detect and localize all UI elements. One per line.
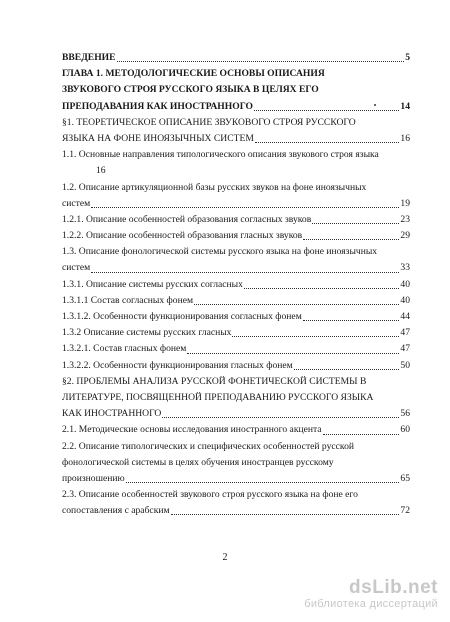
dot-leader — [194, 304, 399, 305]
toc-entry-line — [62, 50, 410, 66]
page-number: 2 — [222, 552, 228, 563]
toc-entry-line — [62, 341, 410, 357]
toc-entry-text: 1.3.1.1 Состав согласных фонем — [62, 294, 194, 306]
toc-entry-line — [62, 260, 410, 276]
toc-entry — [62, 439, 410, 488]
dot-leader — [91, 207, 399, 208]
toc-entry-text: 1.3.2 Описание системы русских гласных — [62, 327, 232, 339]
toc-entry-text: КАК ИНОСТРАННОГО — [62, 408, 162, 420]
toc-entry — [62, 487, 410, 519]
toc-entry — [62, 115, 410, 147]
dot-leader — [117, 61, 405, 62]
toc-entry-page: 29 — [400, 230, 410, 242]
toc-entry-text: 2.3. Описание особенностей звукового строя русского языка на фоне его — [62, 489, 358, 501]
table-of-contents — [62, 50, 410, 519]
toc-entry-page: 56 — [400, 408, 410, 420]
toc-entry — [62, 422, 410, 438]
toc-entry-line — [62, 325, 410, 341]
toc-entry-page: 60 — [400, 424, 410, 436]
toc-entry — [62, 341, 410, 357]
toc-entry-line — [62, 293, 410, 309]
toc-entry-text: произношению — [62, 472, 125, 484]
toc-entry-line — [62, 99, 410, 115]
dot-leader — [91, 272, 399, 273]
toc-entry-line — [62, 471, 410, 487]
toc-entry — [62, 309, 410, 325]
toc-entry — [62, 66, 410, 115]
dot-leader — [255, 142, 400, 143]
toc-entry-page: 50 — [400, 359, 410, 371]
toc-entry — [62, 358, 410, 374]
toc-entry-page: 5 — [405, 51, 410, 63]
toc-entry — [62, 212, 410, 228]
toc-entry-text: систем — [62, 197, 91, 209]
toc-entry-text: 1.3.1. Описание системы русских согласных — [62, 278, 243, 290]
toc-entry-page: 40 — [400, 294, 410, 306]
toc-entry — [62, 228, 410, 244]
toc-entry-page: 40 — [400, 278, 410, 290]
toc-entry-line — [62, 309, 410, 325]
toc-entry-text: 1.3. Описание фонологической системы русского языка на фоне иноязычных — [62, 246, 378, 258]
toc-entry-line — [62, 503, 410, 519]
toc-entry-text: 1.3.1.2. Особенности функционирования согласных фонем — [62, 310, 302, 322]
toc-entry-page: 16 — [400, 132, 410, 144]
toc-entry-text: систем — [62, 262, 91, 274]
toc-entry-text: 1.2.2. Описание особенностей образования гласных звуков — [62, 230, 303, 242]
toc-entry-line — [62, 212, 410, 228]
toc-entry-text: §1. ТЕОРЕТИЧЕСКОЕ ОПИСАНИЕ ЗВУКОВОГО СТРОЯ РУССКОГО — [62, 116, 356, 128]
watermark — [304, 578, 438, 611]
toc-entry-text: 1.3.2.1. Состав гласных фонем — [62, 343, 187, 355]
dot-leader — [303, 239, 399, 240]
toc-entry-page: 47 — [400, 327, 410, 339]
toc-entry-text: 1.1. Основные направления типологического описания звукового строя языка — [62, 149, 379, 161]
dot-leader — [126, 482, 400, 483]
toc-entry-page: 16 — [96, 165, 106, 177]
toc-entry-line — [62, 358, 410, 374]
toc-entry — [62, 180, 410, 212]
toc-entry-text: ВВЕДЕНИЕ — [62, 51, 116, 63]
toc-entry-text: ЛИТЕРАТУРЕ, ПОСВЯЩЕННОЙ ПРЕПОДАВАНИЮ РУССКОГО ЯЗЫКА — [62, 391, 374, 403]
dot-leader — [244, 288, 399, 289]
watermark-logo: dsLib.net — [349, 577, 438, 598]
toc-entry-page: 44 — [400, 310, 410, 322]
dot-leader — [187, 353, 399, 354]
dot-leader — [323, 434, 400, 435]
toc-entry-text: 1.3.2.2. Особенности функционирования гласных фонем — [62, 359, 293, 371]
dot-leader — [171, 514, 400, 515]
toc-entry-line — [62, 406, 410, 422]
toc-entry-page: 33 — [400, 262, 410, 274]
toc-entry-line — [62, 131, 410, 147]
toc-entry — [62, 277, 410, 293]
toc-entry — [62, 50, 410, 66]
dot-leader — [162, 417, 399, 418]
toc-entry-text: сопоставления с арабским — [62, 505, 170, 517]
toc-entry — [62, 147, 410, 179]
toc-entry-page: 14 — [400, 100, 410, 112]
toc-entry-text: ЗВУКОВОГО СТРОЯ РУССКОГО ЯЗЫКА В ЦЕЛЯХ ЕГО — [62, 84, 319, 96]
toc-entry-text: 2.1. Методические основы исследования иностранного акцента — [62, 424, 322, 436]
toc-entry — [62, 293, 410, 309]
toc-entry — [62, 325, 410, 341]
dot-leader — [303, 320, 400, 321]
toc-entry-text: ГЛАВА 1. МЕТОДОЛОГИЧЕСКИЕ ОСНОВЫ ОПИСАНИЯ — [62, 68, 325, 80]
toc-entry-text: 1.2. Описание артикуляционной базы русских звуков на фоне иноязычных — [62, 181, 367, 193]
toc-entry-text: ЯЗЫКА НА ФОНЕ ИНОЯЗЫЧНЫХ СИСТЕМ — [62, 132, 254, 144]
toc-entry-line — [62, 422, 410, 438]
toc-entry-page: 47 — [400, 343, 410, 355]
toc-entry-page: 65 — [400, 472, 410, 484]
toc-entry — [62, 374, 410, 423]
toc-entry-page: 19 — [400, 197, 410, 209]
toc-entry-text: фонологической системы в целях обучения иностранцев русскому — [62, 456, 334, 468]
dot-leader — [294, 369, 400, 370]
toc-entry-page: 72 — [400, 505, 410, 517]
dot-leader — [254, 110, 399, 111]
toc-entry — [62, 244, 410, 276]
toc-entry-text: 2.2. Описание типологических и специфических особенностей русской — [62, 440, 355, 452]
toc-entry-line — [62, 228, 410, 244]
toc-entry-text: ПРЕПОДАВАНИЯ КАК ИНОСТРАННОГО — [62, 100, 254, 112]
dot-leader — [312, 223, 399, 224]
toc-entry-text: 1.2.1. Описание особенностей образования согласных звуков — [62, 213, 312, 225]
toc-entry-text: §2. ПРОБЛЕМЫ АНАЛИЗА РУССКОЙ ФОНЕТИЧЕСКОЙ СИСТЕМЫ В — [62, 375, 367, 387]
watermark-subtitle: библиотека диссертаций — [304, 598, 438, 610]
toc-entry-line — [62, 277, 410, 293]
toc-entry-page: 23 — [400, 213, 410, 225]
toc-entry-line — [62, 196, 410, 212]
dot-leader — [232, 336, 399, 337]
